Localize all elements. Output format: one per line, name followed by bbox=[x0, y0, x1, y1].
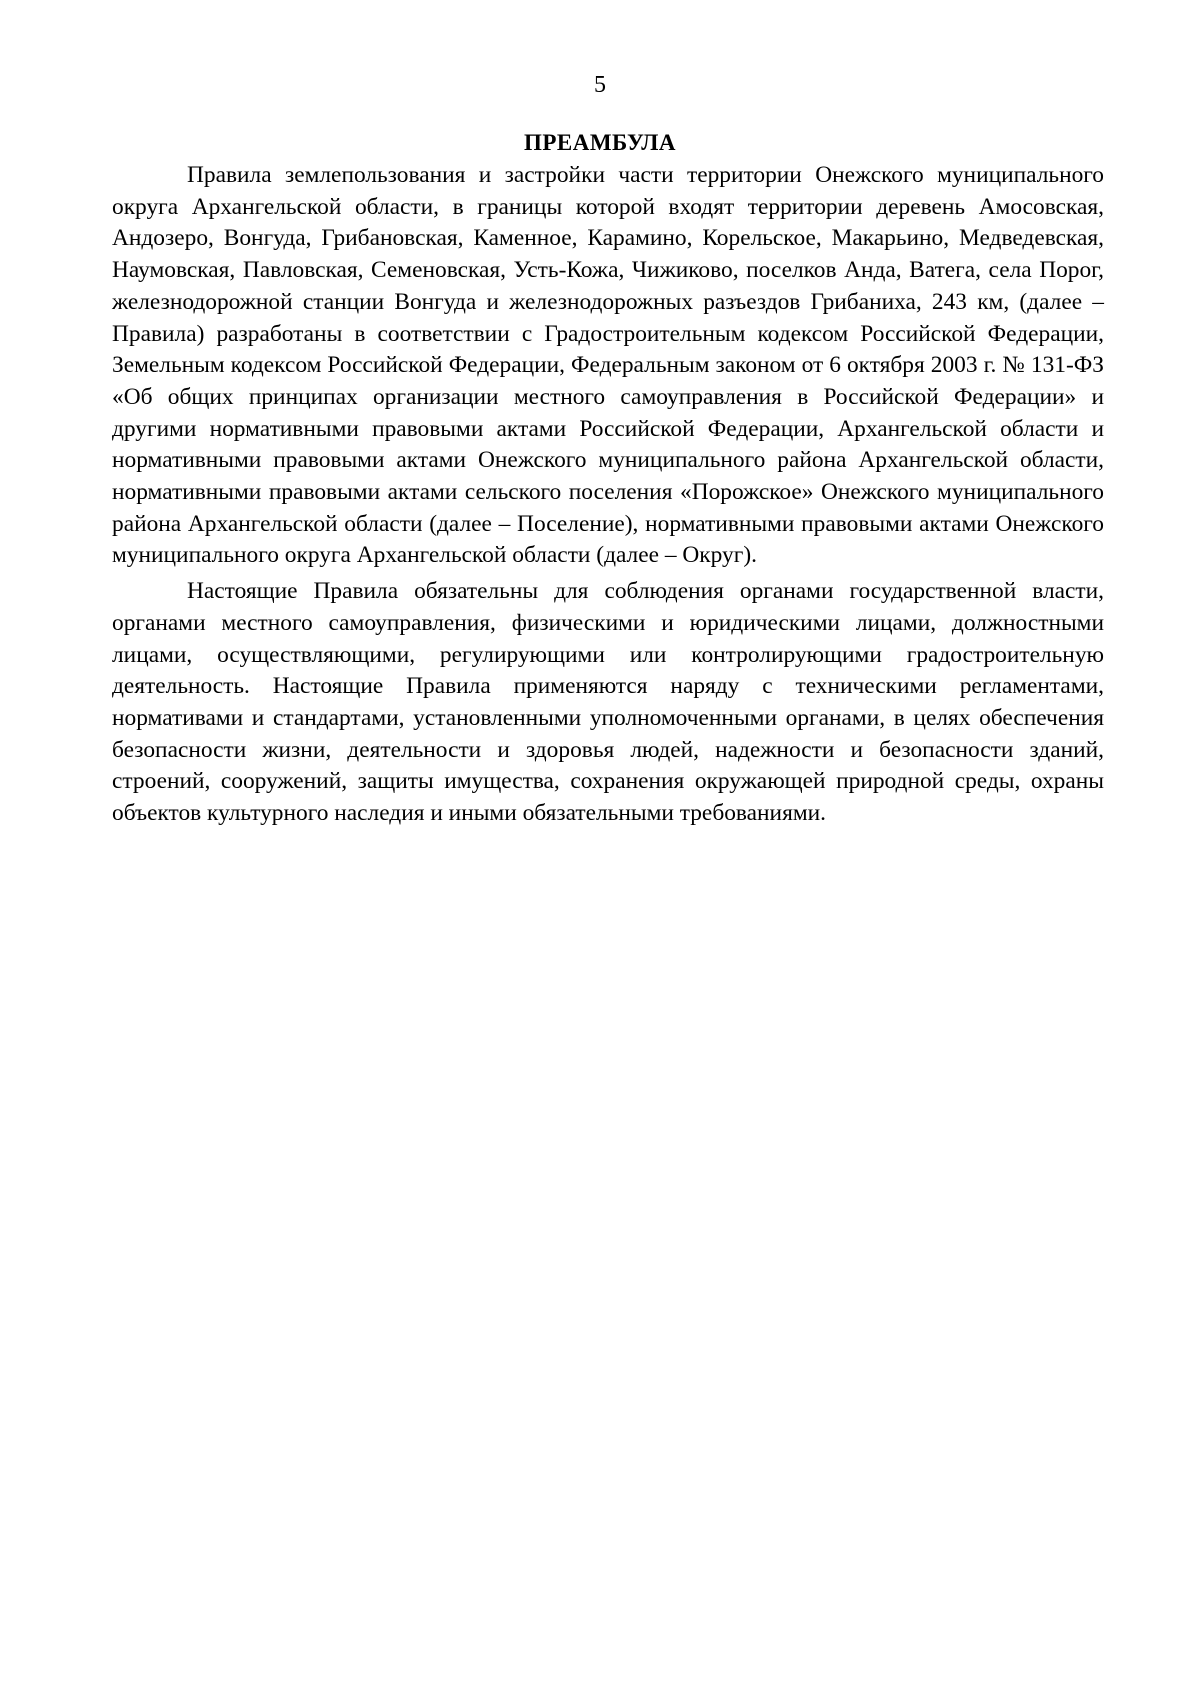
page-number: 5 bbox=[594, 72, 606, 98]
paragraph-preamble-1: Правила землепользования и застройки части территории Онежского муниципального округа Архангельской области, в границы которой входят территории деревень Амосовская, Андозеро, Вонгуда, Грибановская, Каменное, Карамино, Корельское, Макарьино, Медведевская, Наумовская, Павловская, Семеновская, Усть-Кожа, Чижиково, поселков Анда, Ватега, села Порог, железнодорожной станции Вонгуда и железнодорожных разъездов Грибаниха, 243 км, (далее – Правила) разработаны в соответствии с Градостроительным кодексом Российской Федерации, Земельным кодексом Российской Федерации, Федеральным законом от 6 октября 2003 г. № 131-ФЗ «Об общих принципах организации местного самоуправления в Российской Федерации» и другими нормативными правовыми актами Российской Федерации, Архангельской области и нормативными правовыми актами Онежского муниципального района Архангельской области, нормативными правовыми актами сельского поселения «Порожское» Онежского муниципального района Архангельской области (далее – Поселение), нормативными правовыми актами Онежского муниципального округа Архангельской области (далее – Округ). bbox=[112, 162, 1104, 569]
document-body bbox=[112, 160, 1104, 834]
section-heading: ПРЕАМБУЛА bbox=[523, 130, 677, 155]
paragraph-preamble-2: Настоящие Правила обязательны для соблюдения органами государственной власти, органами местного самоуправления, физическими и юридическими лицами, должностными лицами, осуществляющими, регулирующими или контролирующими градостроительную деятельность. Настоящие Правила применяются наряду с техническими регламентами, нормативами и стандартами, установленными уполномоченными органами, в целях обеспечения безопасности жизни, деятельности и здоровья людей, надежности и безопасности зданий, строений, сооружений, защиты имущества, сохранения окружающей природной среды, охраны объектов культурного наследия и иными обязательными требованиями. bbox=[112, 578, 1104, 827]
